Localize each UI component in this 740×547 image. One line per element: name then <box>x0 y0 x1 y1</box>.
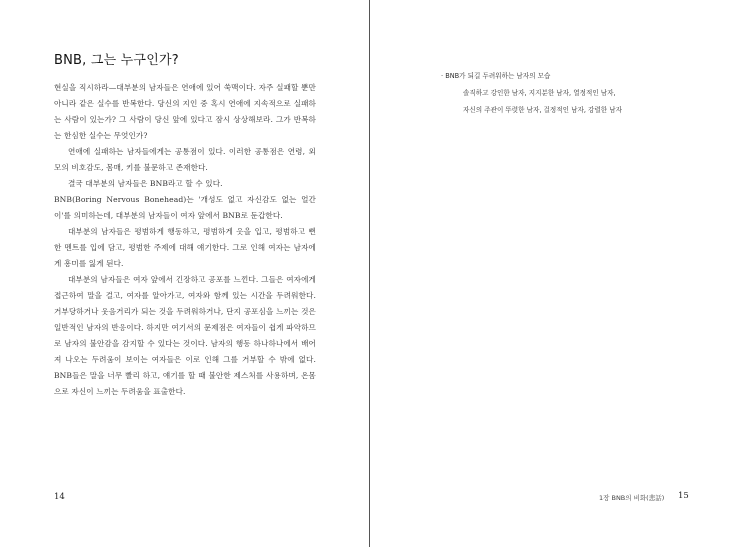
sidebar-box <box>441 68 661 119</box>
sidebar-item: 솔직하고 강인한 남자, 지지분한 남자, 열정적인 남자, <box>463 89 616 97</box>
page-number-left: 14 <box>54 492 65 502</box>
paragraph: 대부분의 남자들은 평범하게 행동하고, 평범하게 옷을 입고, 평범하고 뻔한 멘트를 입에 담고, 평범한 주제에 대해 얘기한다. 그로 인해 여자는 남자에게 흥미를 잃게 된다. <box>54 227 316 268</box>
right-page <box>371 0 740 547</box>
running-footer: 1장 BNB의 비화(悲話) <box>599 494 665 502</box>
paragraph: 현실을 직시하라—대부분의 남자들은 연애에 있어 쑥맥이다. 자주 실패할 뿐만 아니라 같은 실수를 반복한다. 당신의 지인 중 혹시 연애에 지속적으로 실패하는 사람이 있는가? 그 사람이 당신 앞에 있다고 잠시 상상해보라. 그가 반복하는 한심한 실수는 무엇인가? <box>54 83 316 140</box>
sidebar-item: 자신의 주관이 뚜렷한 남자, 걸정적인 남자, 강렬한 남자 <box>463 106 622 114</box>
page-number-right: 15 <box>678 491 689 501</box>
sidebar-heading: · BNB가 되길 두려워하는 남자의 모습 <box>441 72 551 80</box>
paragraph: 연애에 실패하는 남자들에게는 공통점이 있다. 이러한 공통점은 연령, 외모의 비호감도, 몸매, 키를 불문하고 존재한다. <box>54 147 316 172</box>
chapter-title: BNB, 그는 누구인가? <box>54 53 179 68</box>
paragraph: 대부분의 남자들은 여자 앞에서 긴장하고 공포를 느낀다. 그들은 여자에게 접근하여 말을 걸고, 여자를 알아가고, 여자와 함께 있는 시간을 두려워한다. 거부당하거나 웃음거리가 되는 것을 두려워하거나, 단지 공포심을 느끼는 것은 일반적인 남자의 반응이다. 하지만 여기서의 문제점은 여자들이 쉽게 파악하므로 남자의 불안감을 감지할 수 있다는 것이다. 남자의 행동 하나하나에서 배어져 나오는 두려움이 보이는 여자들은 이로 인해 그를 거부할 수 밖에 없다. BNB들은 말을 너무 빨리 하고, 얘기를 할 때 불안한 제스처를 사용하며, 온몸으로 자신이 느끼는 두려움을 표출한다. <box>54 275 316 396</box>
paragraph: BNB(Boring Nervous Bonehead)는 '개성도 없고 자신감도 없는 얼간이'를 의미하는데, 대부분의 남자들이 여자 앞에서 BNB로 둔갑한다. <box>54 195 316 220</box>
gutter-divider <box>369 0 370 547</box>
body-text <box>54 80 316 400</box>
paragraph: 결국 대부분의 남자들은 BNB라고 할 수 있다. <box>68 179 223 188</box>
